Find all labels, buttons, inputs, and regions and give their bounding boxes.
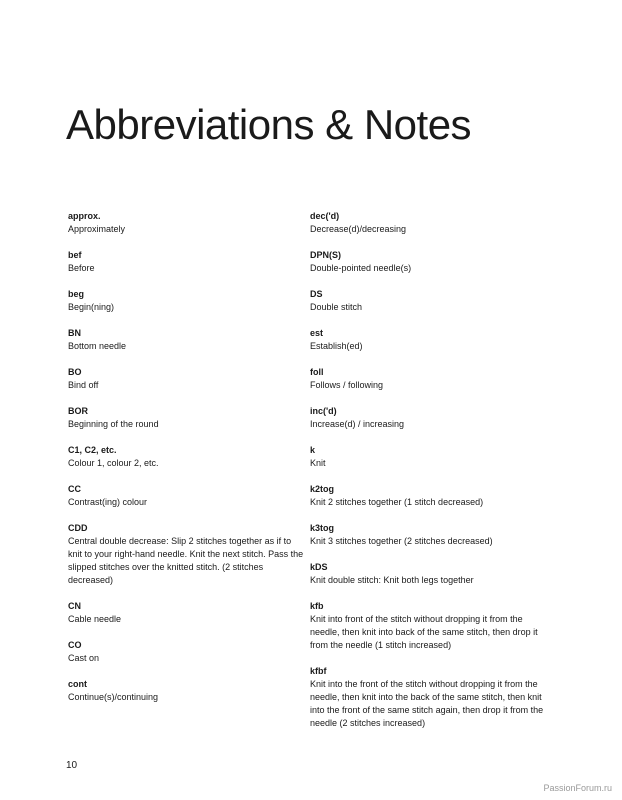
glossary-entry [68,522,304,587]
glossary-entry [310,665,546,730]
glossary-entry [68,483,304,509]
glossary-definition: Establish(ed) [310,341,363,351]
glossary-entry [68,327,304,353]
glossary-definition: Knit 3 stitches together (2 stitches decreased) [310,536,493,546]
glossary-entry [310,483,546,509]
abbreviations-left-column [68,210,304,717]
glossary-definition: Continue(s)/continuing [68,692,159,702]
glossary-definition: Bottom needle [68,341,127,351]
glossary-definition: Begin(ning) [68,302,115,312]
glossary-entry [68,600,304,626]
glossary-term: dec('d) [310,211,340,221]
glossary-definition: Double stitch [310,302,363,312]
glossary-term: foll [310,367,324,377]
glossary-term: DPN(S) [310,250,341,260]
abbreviations-right-column [310,210,546,743]
glossary-definition: Colour 1, colour 2, etc. [68,458,159,468]
glossary-term: BOR [68,406,88,416]
glossary-entry [310,600,546,652]
glossary-term: k [310,445,316,455]
glossary-term: CO [68,640,82,650]
glossary-definition: Decrease(d)/decreasing [310,224,407,234]
glossary-definition: Knit 2 stitches together (1 stitch decreased) [310,497,484,507]
glossary-term: kDS [310,562,328,572]
glossary-entry [310,288,546,314]
glossary-term: BO [68,367,82,377]
glossary-entry [68,405,304,431]
glossary-entry [310,327,546,353]
glossary-term: k2tog [310,484,335,494]
glossary-definition: Cast on [68,653,100,663]
glossary-term: BN [68,328,81,338]
glossary-term: CN [68,601,81,611]
glossary-term: beg [68,289,85,299]
glossary-term: est [310,328,324,338]
glossary-entry [68,210,304,236]
glossary-definition: Knit into front of the stitch without dropping it from the needle, then knit into back of the same stitch, then drop it from the needle (1 stitch increased) [310,614,538,650]
glossary-term: kfbf [310,666,327,676]
glossary-definition: Contrast(ing) colour [68,497,148,507]
glossary-definition: Increase(d) / increasing [310,419,405,429]
watermark: PassionForum.ru [543,783,612,793]
glossary-entry [68,639,304,665]
glossary-term: DS [310,289,323,299]
glossary-entry [68,678,304,704]
glossary-entry [68,444,304,470]
glossary-term: kfb [310,601,324,611]
glossary-entry [310,366,546,392]
glossary-entry [310,210,546,236]
glossary-definition: Before [68,263,95,273]
glossary-entry [310,522,546,548]
glossary-term: CC [68,484,81,494]
glossary-entry [310,561,546,587]
glossary-definition: Cable needle [68,614,122,624]
page-number: 10 [66,760,78,771]
page-title: Abbreviations & Notes [66,101,472,148]
glossary-entry [310,444,546,470]
glossary-definition: Beginning of the round [68,419,159,429]
glossary-term: cont [68,679,87,689]
glossary-entry [68,366,304,392]
glossary-definition: Central double decrease: Slip 2 stitches together as if to knit to your right-hand needle. Knit the next stitch. Pass the slipped stitches over the knitted stitch. (2 stitches decreased) [68,536,304,585]
glossary-definition: Follows / following [310,380,384,390]
glossary-definition: Knit [310,458,326,468]
glossary-term: bef [68,250,82,260]
glossary-term: approx. [68,211,101,221]
glossary-entry [68,288,304,314]
glossary-term: inc('d) [310,406,337,416]
glossary-definition: Double-pointed needle(s) [310,263,412,273]
glossary-definition: Knit into the front of the stitch without dropping it from the needle, then knit into the back of the same stitch, then knit into the front of the same stitch again, then drop it from the needle (2 stitches increased) [310,679,544,728]
glossary-term: CDD [68,523,88,533]
glossary-definition: Knit double stitch: Knit both legs together [310,575,474,585]
glossary-definition: Bind off [68,380,99,390]
glossary-term: k3tog [310,523,335,533]
glossary-entry [310,405,546,431]
glossary-definition: Approximately [68,224,126,234]
glossary-term: C1, C2, etc. [68,445,117,455]
glossary-entry [310,249,546,275]
glossary-entry [68,249,304,275]
